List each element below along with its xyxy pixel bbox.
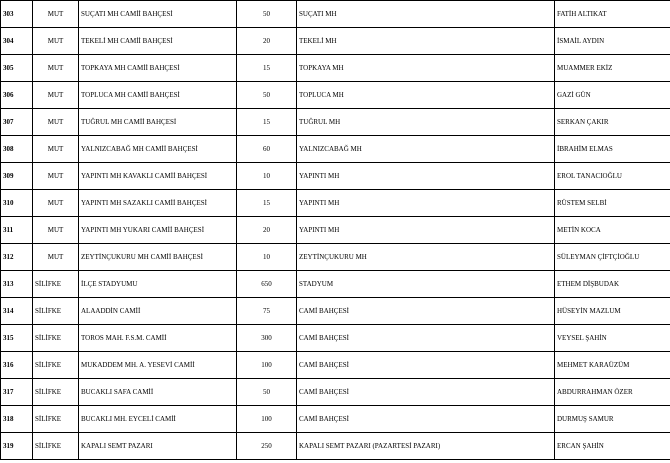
capacity-cell: 15 <box>237 190 297 217</box>
neighborhood-cell: CAMİ BAHÇESİ <box>297 379 555 406</box>
responsible-person-cell: ABDURRAHMAN ÖZER <box>555 379 670 406</box>
row-number-cell: 309 <box>1 163 33 190</box>
row-number-cell: 319 <box>1 433 33 460</box>
neighborhood-cell: YAPINTI MH <box>297 190 555 217</box>
row-number-cell: 314 <box>1 298 33 325</box>
neighborhood-cell: CAMİ BAHÇESİ <box>297 298 555 325</box>
district-cell: MUT <box>33 82 79 109</box>
capacity-cell: 50 <box>237 379 297 406</box>
neighborhood-cell: TOPKAYA MH <box>297 55 555 82</box>
neighborhood-cell: STADYUM <box>297 271 555 298</box>
row-number-cell: 307 <box>1 109 33 136</box>
table-row <box>1 433 670 460</box>
capacity-cell: 100 <box>237 406 297 433</box>
neighborhood-cell: KAPALI SEMT PAZARI (PAZARTESİ PAZARI) <box>297 433 555 460</box>
district-cell: MUT <box>33 190 79 217</box>
neighborhood-cell: TEKELİ MH <box>297 28 555 55</box>
responsible-person-cell: FATİH ALTIKAT <box>555 1 670 28</box>
row-number-cell: 317 <box>1 379 33 406</box>
neighborhood-cell: TUĞRUL MH <box>297 109 555 136</box>
table-row <box>1 406 670 433</box>
table-row <box>1 1 670 28</box>
responsible-person-cell: İSMAİL AYDIN <box>555 28 670 55</box>
table-row <box>1 298 670 325</box>
responsible-person-cell: SERKAN ÇAKIR <box>555 109 670 136</box>
neighborhood-cell: YAPINTI MH <box>297 217 555 244</box>
responsible-person-cell: DURMUŞ SAMUR <box>555 406 670 433</box>
responsible-person-cell: MUAMMER EKİZ <box>555 55 670 82</box>
row-number-cell: 306 <box>1 82 33 109</box>
capacity-cell: 75 <box>237 298 297 325</box>
table-row <box>1 217 670 244</box>
district-cell: SİLİFKE <box>33 433 79 460</box>
table-row <box>1 244 670 271</box>
district-cell: SİLİFKE <box>33 379 79 406</box>
location-cell: İLÇE STADYUMU <box>79 271 237 298</box>
district-cell: SİLİFKE <box>33 298 79 325</box>
table-body <box>1 1 670 460</box>
responsible-person-cell: HÜSEYİN MAZLUM <box>555 298 670 325</box>
location-cell: YAPINTI MH SAZAKLI CAMİİ BAHÇESİ <box>79 190 237 217</box>
row-number-cell: 313 <box>1 271 33 298</box>
table-row <box>1 379 670 406</box>
location-cell: YAPINTI MH KAVAKLI CAMİİ BAHÇESİ <box>79 163 237 190</box>
row-number-cell: 312 <box>1 244 33 271</box>
district-cell: MUT <box>33 55 79 82</box>
district-cell: MUT <box>33 244 79 271</box>
district-cell: MUT <box>33 109 79 136</box>
capacity-cell: 650 <box>237 271 297 298</box>
location-cell: TOPKAYA MH CAMİİ BAHÇESİ <box>79 55 237 82</box>
responsible-person-cell: MEHMET KARAÜZÜM <box>555 352 670 379</box>
location-cell: BUCAKLI MH. EYCELİ CAMİİ <box>79 406 237 433</box>
table-row <box>1 190 670 217</box>
responsible-person-cell: İBRAHİM ELMAS <box>555 136 670 163</box>
location-cell: YAPINTI MH YUKARI CAMİİ BAHÇESİ <box>79 217 237 244</box>
capacity-cell: 50 <box>237 1 297 28</box>
responsible-person-cell: SÜLEYMAN ÇİFTÇİOĞLU <box>555 244 670 271</box>
table-row <box>1 352 670 379</box>
row-number-cell: 310 <box>1 190 33 217</box>
capacity-cell: 15 <box>237 55 297 82</box>
capacity-cell: 50 <box>237 82 297 109</box>
responsible-person-cell: RÜSTEM SELBİ <box>555 190 670 217</box>
location-cell: TUĞRUL MH CAMİİ BAHÇESİ <box>79 109 237 136</box>
district-cell: MUT <box>33 136 79 163</box>
responsible-person-cell: METİN KOCA <box>555 217 670 244</box>
row-number-cell: 311 <box>1 217 33 244</box>
district-cell: MUT <box>33 1 79 28</box>
capacity-cell: 15 <box>237 109 297 136</box>
row-number-cell: 318 <box>1 406 33 433</box>
location-cell: KAPALI SEMT PAZARI <box>79 433 237 460</box>
neighborhood-cell: YAPINTI MH <box>297 163 555 190</box>
row-number-cell: 315 <box>1 325 33 352</box>
row-number-cell: 308 <box>1 136 33 163</box>
capacity-cell: 100 <box>237 352 297 379</box>
district-cell: SİLİFKE <box>33 271 79 298</box>
location-cell: ALAADDİN CAMİİ <box>79 298 237 325</box>
location-cell: TOROS MAH. F.S.M. CAMİİ <box>79 325 237 352</box>
location-cell: TOPLUCA MH CAMİİ BAHÇESİ <box>79 82 237 109</box>
table-row <box>1 271 670 298</box>
capacity-cell: 60 <box>237 136 297 163</box>
responsible-person-cell: ETHEM DİŞBUDAK <box>555 271 670 298</box>
capacity-cell: 20 <box>237 28 297 55</box>
table-row <box>1 163 670 190</box>
district-cell: SİLİFKE <box>33 406 79 433</box>
row-number-cell: 305 <box>1 55 33 82</box>
district-cell: MUT <box>33 28 79 55</box>
responsible-person-cell: GAZİ GÜN <box>555 82 670 109</box>
neighborhood-cell: CAMİ BAHÇESİ <box>297 406 555 433</box>
row-number-cell: 303 <box>1 1 33 28</box>
capacity-cell: 250 <box>237 433 297 460</box>
neighborhood-cell: SUÇATI MH <box>297 1 555 28</box>
capacity-cell: 10 <box>237 244 297 271</box>
neighborhood-cell: YALNIZCABAĞ MH <box>297 136 555 163</box>
district-cell: MUT <box>33 163 79 190</box>
table-row <box>1 325 670 352</box>
location-cell: MUKADDEM MH. A. YESEVİ CAMİİ <box>79 352 237 379</box>
capacity-cell: 10 <box>237 163 297 190</box>
location-cell: ZEYTİNÇUKURU MH CAMİİ BAHÇESİ <box>79 244 237 271</box>
location-cell: TEKELİ MH CAMİİ BAHÇESİ <box>79 28 237 55</box>
table-row <box>1 55 670 82</box>
table-row <box>1 28 670 55</box>
row-number-cell: 316 <box>1 352 33 379</box>
responsible-person-cell: EROL TANACIOĞLU <box>555 163 670 190</box>
neighborhood-cell: CAMİ BAHÇESİ <box>297 325 555 352</box>
district-cell: SİLİFKE <box>33 325 79 352</box>
location-cell: YALNIZCABAĞ MH CAMİİ BAHÇESİ <box>79 136 237 163</box>
table-row <box>1 82 670 109</box>
row-number-cell: 304 <box>1 28 33 55</box>
neighborhood-cell: TOPLUCA MH <box>297 82 555 109</box>
district-cell: MUT <box>33 217 79 244</box>
neighborhood-cell: ZEYTİNÇUKURU MH <box>297 244 555 271</box>
capacity-cell: 20 <box>237 217 297 244</box>
responsible-person-cell: ERCAN ŞAHİN <box>555 433 670 460</box>
location-cell: BUCAKLI SAFA CAMİİ <box>79 379 237 406</box>
location-cell: SUÇATI MH CAMİİ BAHÇESİ <box>79 1 237 28</box>
table-row <box>1 109 670 136</box>
table-row <box>1 136 670 163</box>
capacity-cell: 300 <box>237 325 297 352</box>
neighborhood-cell: CAMİ BAHÇESİ <box>297 352 555 379</box>
responsible-person-cell: VEYSEL ŞAHİN <box>555 325 670 352</box>
district-cell: SİLİFKE <box>33 352 79 379</box>
